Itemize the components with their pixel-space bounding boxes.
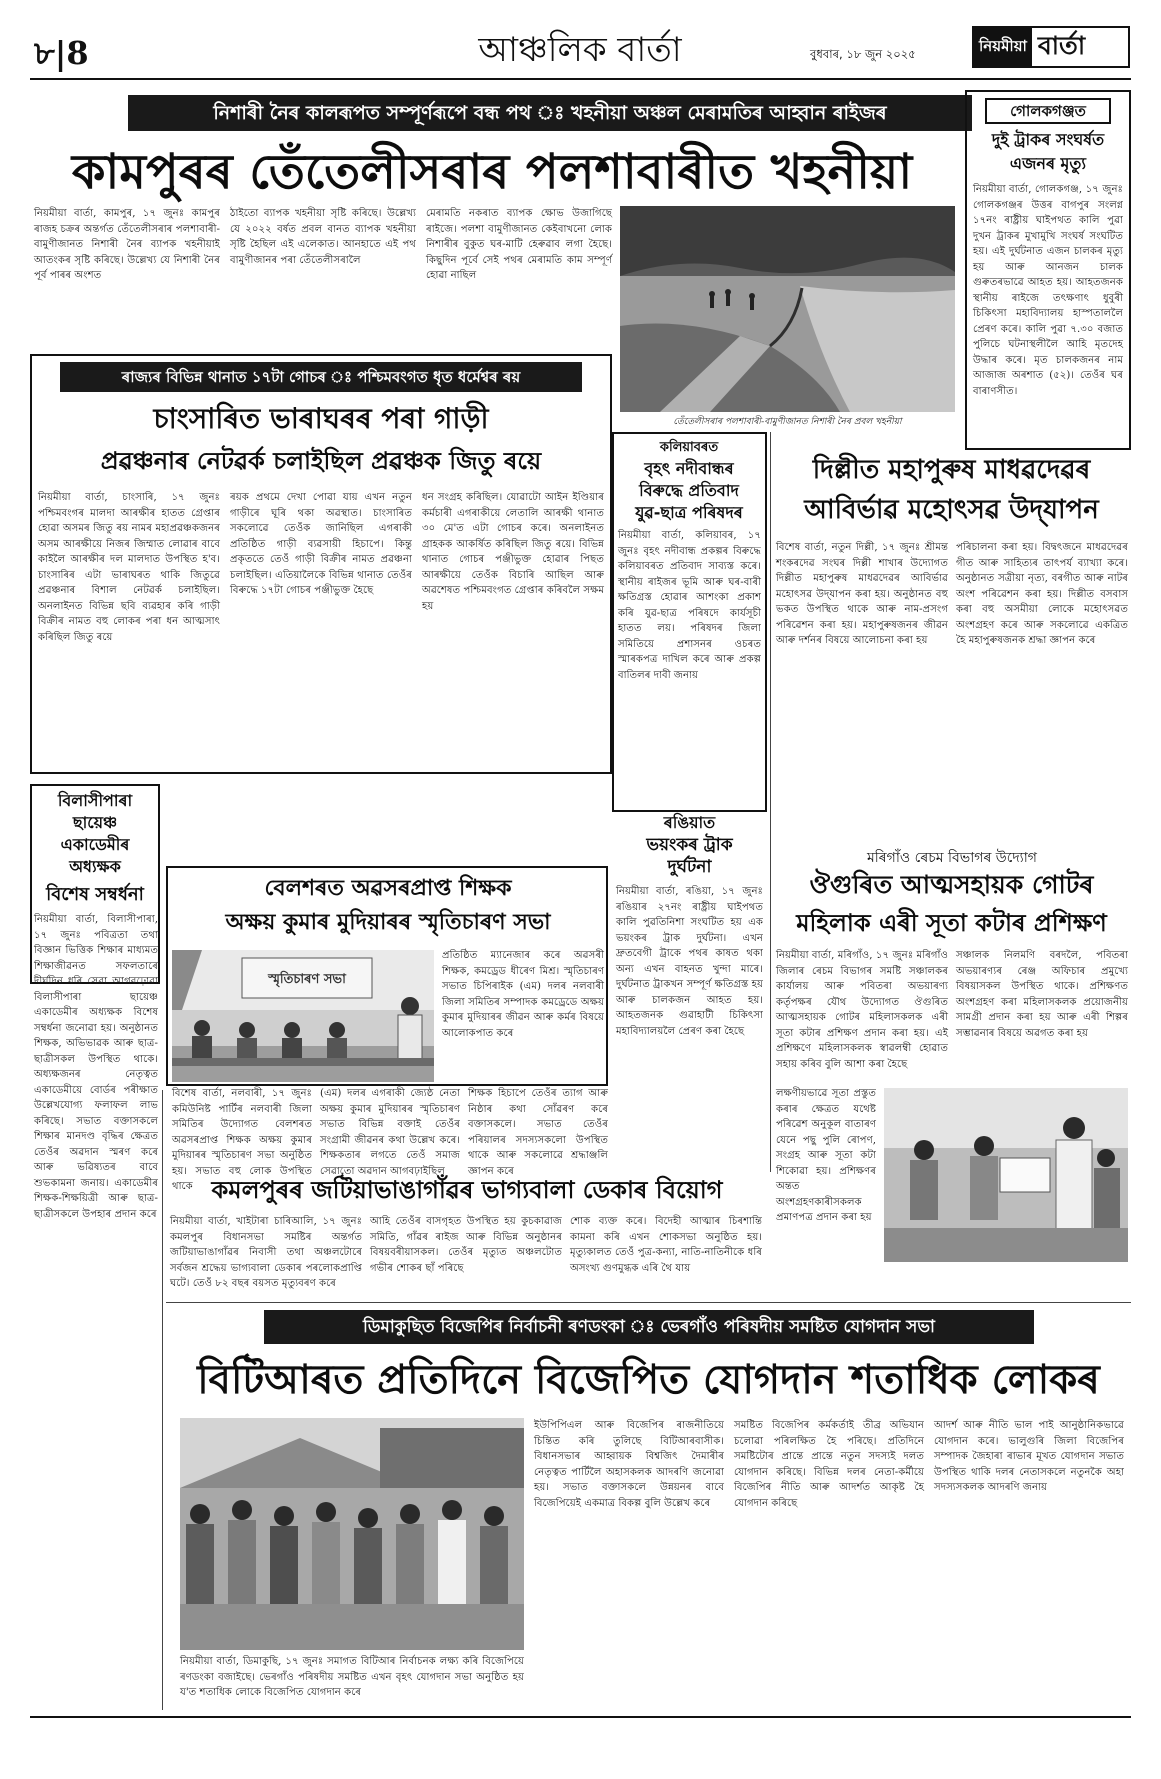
lead-headline: কামপুৰৰ তেঁতেলীসৰাৰ পলশাবাৰীত খহনীয়া xyxy=(71,144,913,200)
golakganj-body: নিয়মীয়া বাৰ্তা, গোলকগঞ্জ, ১৭ জুনঃ গোলকগঞ্জৰ উত্তৰ বাগপুৰ সংলগ্ন ১৭নং ৰাষ্ট্ৰীয় ঘাইপথত কালি পুৱা দুখন ট্ৰাকৰ মুখামুখি সংঘৰ্ষ সংঘটিত হয়। এই দুৰ্ঘটনাত এজন চালকৰ মৃত্যু হয় আৰু আনজন চালক গুৰুতৰভাৱে আহত হয়। আহতজনক স্থানীয় ৰাইজে তৎক্ষণাৎ ধুবুৰী চিকিৎসা মহাবিদ্যালয় হাস্পতাললৈ প্ৰেৰণ কৰে। কালি পুৱা ৭.৩০ বজাত পুলিচে ঘটনাস্থলীলৈ আহি মৃতদেহ উদ্ধাৰ কৰে। মৃত চালকজনৰ নাম আজাজ অৰশাত (৫২)। তেওঁৰ ঘৰ বাৰাণসীত। xyxy=(973,184,1123,397)
morigaon-photo-training xyxy=(884,1088,1128,1262)
golakganj-headline-2: এজনৰ মৃত্যু xyxy=(1009,154,1087,173)
masthead-logo xyxy=(972,26,1130,68)
bilasipara-kicker-2: ছায়েঞ্চ xyxy=(72,813,118,832)
morigaon-kicker: মৰিগাঁও ৰেচম বিভাগৰ উদ্যোগ xyxy=(867,850,1037,866)
kaliabor-kicker-1: কলিয়াবৰত xyxy=(659,440,719,455)
bjp-col-4: আদৰ্শ আৰু নীতি ভাল পাই আনুষ্ঠানিকভাৱে যোগদান কৰে। ভালুগুৰি জিলা বিজেপিৰ সম্পাদক জৈহাৰা ৰাভাৰ মূখত যোগদান সভাত উপস্থিত থাকি দলৰ নেতাসকলে নতুনকৈ অহা সদস্যসকলক আদৰণি জনায় xyxy=(934,1420,1124,1493)
kamalpur-headline: কমলপুৰৰ জটিয়াভাঙাগাঁৱৰ ভাগ্যবালা ডেকাৰ বিয়োগ xyxy=(211,1176,723,1204)
page-header xyxy=(30,22,1131,76)
morigaon-col-1: নিয়মীয়া বাৰ্তা, মৰিগাঁও, ১৭ জুনঃ মৰিগাঁও জিলাৰ ৰেচম বিভাগৰ সমষ্টি সঞ্চালকৰ কাৰ্যালয় আৰু পবিতৰা অভয়াৰণ্য কৰ্তৃপক্ষৰ যৌথ উদ্যোগত ঔগুৰিত আত্মসহায়ক গোটৰ মহিলাসকলক এৰী সূতা কটাৰ প্ৰশিক্ষণ প্ৰদান কৰা হয়। এই প্ৰশিক্ষণে মহিলাসকলক স্বাৱলম্বী হোৱাত সহায় কৰিব বুলি আশা কৰা হৈছে xyxy=(776,950,948,1070)
lead-col-2: ঠাইতো ব্যাপক খহনীয়া সৃষ্টি কৰিছে। উল্লেখ্য যে ২০২২ বৰ্ষত প্ৰবল বানত ব্যাপক খহনীয়া সৃষ্টি হৈছিল এই এলেকাত। আনহাতে এই পথ বামুণীজানৰ পৰা তেঁতেলীসৰালৈ xyxy=(230,208,416,266)
kamalpur-col-2: আহি তেওঁৰ বাসগৃহত উপস্থিত হয় কুচকাৱাজ সমিতি, গাঁৱৰ ৰাইজ আৰু বিভিন্ন অনুষ্ঠানৰ বিষয়বৰীয়াসকল। তেওঁৰ মৃত্যুত অঞ্চলটোত গভীৰ শোকৰ ছাঁ পৰিছে xyxy=(370,1216,562,1274)
madhav-col-2: পৰিচালনা কৰা হয়। বিদ্বৎজনে মাধৱদেৱৰ গীত আৰু সাহিত্যৰ তাৎপৰ্য ব্যাখ্যা কৰে। অনুষ্ঠানত সত্ৰীয়া নৃত্য, বৰগীত আৰু নাটৰ অংশ পৰিৱেশন কৰা হয়। দিল্লীত বসবাস কৰা বহু অসমীয়া লোকে মহোৎসৱত অংশগ্ৰহণ কৰে আৰু সকলোৱে একত্ৰিত হৈ মহাপুৰুষজনক শ্ৰদ্ধা জ্ঞাপন কৰে xyxy=(956,542,1128,646)
bjp-photo-rally xyxy=(180,1418,524,1650)
belsor-col-1: প্ৰতিষ্ঠিত ম্যানেজাৰ কৰে অৱসৰী শিক্ষক, কমড্ৰেড ধীৰেণ মিশ্ৰ। স্মৃতিচাৰণ সভাত চিপিৰাইক (এম) দলৰ নলবাৰী জিলা সমিতিৰ সম্পাদক কমড্ৰেডে অক্ষয় কুমাৰ মুদিয়াৰৰ জীৱন আৰু কৰ্মৰ বিষয়ে আলোকপাত কৰে xyxy=(442,950,604,1039)
golakganj-headline-1: দুই ট্ৰাকৰ সংঘৰ্ষত xyxy=(991,130,1105,149)
col-rule-2 xyxy=(162,1090,163,1710)
page-number: ৮|8 xyxy=(34,34,89,72)
belsor-col-3: (এম) দলৰ এগৰাকী জ্যেষ্ঠ নেতা অক্ষয় কুমাৰ মুদিয়াৰৰ স্মৃতিচাৰণ সভাত বিভিন্ন বক্তাই তেওঁৰ সংগ্ৰামী জীৱনৰ কথা উল্লেখ কৰে। শিক্ষকতাৰ লগতে তেওঁ সমাজ সেৱাতো অৱদান আগবঢ়াইছিল xyxy=(320,1088,460,1177)
kamalpur-col-3: শোক ব্যক্ত কৰে। বিদেহী আত্মাৰ চিৰশান্তি কামনা কৰি এখন শোকসভা অনুষ্ঠিত হয়। মৃত্যুকালত তেওঁ পুত্ৰ-কন্যা, নাতি-নাতিনীকে ধৰি অসংখ্য গুণমুগ্ধক এৰি থৈ যায় xyxy=(570,1216,762,1274)
changsari-headline-1: চাংসাৰিত ভাৰাঘৰৰ পৰা গাড়ী xyxy=(153,402,489,435)
rangia-headline-1: ৰঙিয়াত xyxy=(663,813,716,832)
bilasipara-kicker-1: বিলাসীপাৰা xyxy=(57,791,133,810)
morigaon-headline-1: ঔগুৰিত আত্মসহায়ক গোটৰ xyxy=(809,870,1094,899)
lead-banner: নিশাৰী নৈৰ কালৰূপত সম্পূৰ্ণৰূপে বন্ধ পথ ঃ খহনীয়া অঞ্চল মেৰামতিৰ আহ্বান ৰাইজৰ xyxy=(128,95,972,131)
section-title: আঞ্চলিক বাৰ্তা xyxy=(478,30,682,70)
bilasipara-kicker-3: একাডেমীৰ xyxy=(60,835,130,854)
morigaon-col-2: সঞ্চালক নিলমণি বৰদলৈ, পবিতৰা অভয়াৰণ্যৰ ৰেঞ্জ অফিচাৰ প্ৰমুখ্যে বিষয়াসকল উপস্থিত থাকে। প্ৰশিক্ষণত অংশগ্ৰহণ কৰা মহিলাসকলক প্ৰয়োজনীয় সামগ্ৰী প্ৰদান কৰা হয় আৰু এৰী শিল্পৰ সম্ভাৱনাৰ বিষয়ে অৱগত কৰা হয় xyxy=(956,950,1128,1039)
belsor-headline-1: বেলশৰত অৱসৰপ্ৰাপ্ত শিক্ষক xyxy=(264,876,512,901)
changsari-headline-2: প্ৰৱঞ্চনাৰ নেটৱৰ্ক চলাইছিল প্ৰৱঞ্চক জিতু ৰয়ে xyxy=(100,447,542,475)
masthead-logo-part1: নিয়মীয়া xyxy=(974,28,1032,66)
bilasipara-kicker-4: অধ্যক্ষক xyxy=(69,857,121,876)
belsor-headline-2: অক্ষয় কুমাৰ মুদিয়াৰৰ স্মৃতিচাৰণ সভা xyxy=(225,910,551,935)
rangia-headline-3: দুৰ্ঘটনা xyxy=(667,857,712,877)
col-rule-1 xyxy=(770,432,771,1172)
bjp-banner: ডিমাকুছিত বিজেপিৰ নিৰ্বাচনী ৰণডংকা ঃ ভেৰগাঁও পৰিষদীয় সমষ্টিত যোগদান সভা xyxy=(264,1310,1034,1344)
kaliabor-kicker-2: বৃহৎ নদীবান্ধৰ xyxy=(644,459,734,478)
bilasipara-headline: বিশেষ সম্বৰ্ধনা xyxy=(46,884,144,905)
rangia-body: নিয়মীয়া বাৰ্তা, ৰঙিয়া, ১৭ জুনঃ ৰঙিয়াৰ ২৭নং ৰাষ্ট্ৰীয় ঘাইপথত কালি পুৱতিনিশা সংঘটিত হয় এক ভয়ংকৰ ট্ৰাক দুৰ্ঘটনা। এখন দ্ৰুতবেগী ট্ৰাকে পথৰ কাষত থকা অন্য এখন বাহনত খুন্দা মাৰে। দুৰ্ঘটনাত ট্ৰাকখন সম্পূৰ্ণ ক্ষতিগ্ৰস্ত হয় আৰু চালকজন আহত হয়। আহতজনক গুৱাহাটী চিকিৎসা মহাবিদ্যালয়লৈ প্ৰেৰণ কৰা হৈছে xyxy=(616,886,763,1037)
lead-col-1: নিয়মীয়া বাৰ্তা, কামপুৰ, ১৭ জুনঃ কামপুৰ ৰাজহ চক্ৰৰ অন্তৰ্গত তেঁতেলীসৰাৰ পলশাবাৰী-বামুণীজানত নিশাৰী নৈৰ ব্যাপক খহনীয়াই আতংকৰ সৃষ্টি কৰিছে। উল্লেখ্য যে নিশাৰী নৈৰ পূৰ্ব পাৰৰ অংশত xyxy=(34,208,220,281)
madhav-headline-2: আবিৰ্ভাৱ মহোৎসৱ উদ্‌যাপন xyxy=(804,495,1099,525)
footer-rule xyxy=(30,1716,1131,1718)
bjp-headline: বিটিআৰত প্ৰতিদিনে বিজেপিত যোগদান শতাধিক লোকৰ xyxy=(197,1357,1100,1403)
kamalpur-col-1: নিয়মীয়া বাৰ্তা, খাইটাৰা চাৰিআলি, ১৭ জুনঃ কমলপুৰ বিধানসভা সমষ্টিৰ অন্তৰ্গত জটিয়াভাঙাগাঁৱৰ নিবাসী তথা অঞ্চলটোৰে সৰ্বজন শ্ৰদ্ধেয় ভাগ্যবালা ডেকাৰ পৰলোকপ্ৰাপ্তি ঘটে। তেওঁ ৮২ বছৰ বয়সত মৃত্যুবৰণ কৰে xyxy=(170,1216,362,1289)
golakganj-kicker: গোলকগঞ্জত xyxy=(985,98,1111,124)
lead-col-3: মেৰামতি নকৰাত ব্যাপক ক্ষোভ উজাগিছে ৰাইজে। পলশা বামুণীজানত কেইবাখনো লোক নিশাৰীৰ বুকুত ঘৰ-মাটি হেৰুৱাব লগা হৈছে। কিছুদিন পূৰ্বে সেই পথৰ মেৰামতি কাম সম্পূৰ্ণ হোৱা নাছিল xyxy=(426,208,612,281)
belsor-col-2-lead: বিশেষ বাৰ্তা, নলবাৰী, ১৭ জুনঃ কমিউনিষ্ট পাৰ্টিৰ নলবাৰী জিলা সমিতিৰ উদ্যোগত বেলশৰত অৱসৰপ্ৰাপ্ত শিক্ষক অক্ষয় কুমাৰ মুদিয়াৰৰ স্মৃতিচাৰণ সভা অনুষ্ঠিত হয়। সভাত বহু লোক উপস্থিত থাকে xyxy=(172,1088,312,1192)
changsari-col-3: ধন সংগ্ৰহ কৰিছিল। যোৱাটো আইন ইণ্ডিয়াৰ কৰ্মচাৰী এগৰাকীয়ে লেতালি আৰক্ষী থানাত ৩০ মে'ত এটা গোচৰ কৰে। অনলাইনত গ্ৰাহকক আকৰ্ষিত কৰিছিল জিতু ৰয়ে। বিভিন্ন থানাত গোচৰ পঞ্জীভুক্ত হোৱাৰ পিছত আৰক্ষীয়ে তেওঁক বিচাৰি আছিল আৰু অৱশেষত পশ্চিমবংগত গ্ৰেপ্তাৰ কৰিবলৈ সক্ষম হয় xyxy=(422,492,604,612)
morigaon-headline-2: মহিলাক এৰী সূতা কটাৰ প্ৰশিক্ষণ xyxy=(796,909,1107,937)
kaliabor-body: নিয়মীয়া বাৰ্তা, কলিয়াবৰ, ১৭ জুনঃ বৃহৎ নদীবান্ধ প্ৰকল্পৰ বিৰুদ্ধে কলিয়াবৰত প্ৰতিবাদ সাব্যস্ত কৰে। স্থানীয় ৰাইজৰ ভূমি আৰু ঘৰ-বাৰী ক্ষতিগ্ৰস্ত হোৱাৰ আশংকা প্ৰকাশ কৰি যুৱ-ছাত্ৰ পৰিষদে কাৰ্যসূচী হাতত লয়। পৰিষদৰ জিলা সমিতিয়ে প্ৰশাসনৰ ওচৰত স্মাৰকপত্ৰ দাখিল কৰে আৰু প্ৰকল্প বাতিলৰ দাবী জনায় xyxy=(618,530,761,681)
lead-photo-caption: তেঁতেলীসৰাৰ পলশাবাৰী-বামুণীজানত নিশাৰী নৈৰ প্ৰবল খহনীয়া xyxy=(673,417,902,427)
bjp-col-3: সমষ্টিত বিজেপিৰ কৰ্মকৰ্তাই তীব্ৰ অভিযান চলোৱা পৰিলক্ষিত হৈ পৰিছে। প্ৰতিদিনে সমষ্টিটোৰ প্ৰান্তে প্ৰান্তে নতুন সদস্যই দলত যোগদান কৰিছে। বিভিন্ন দলৰ নেতা-কৰ্মীয়ে বিজেপিৰ নীতি আৰু আদৰ্শত আকৃষ্ট হৈ যোগদান কৰিছে xyxy=(734,1420,924,1509)
belsor-col-4: শিক্ষক হিচাপে তেওঁৰ ত্যাগ আৰু নিষ্ঠাৰ কথা সোঁৱৰণ কৰে বক্তাসকলে। সভাত তেওঁৰ পৰিয়ালৰ সদস্যসকলো উপস্থিত থাকে আৰু সকলোৱে শ্ৰদ্ধাঞ্জলি জ্ঞাপন কৰে xyxy=(468,1088,608,1177)
kaliabor-kicker-3: বিৰুদ্ধে প্ৰতিবাদ xyxy=(639,481,739,500)
bjp-col-2: ইউপিপিএল আৰু বিজেপিৰ ৰাজনীতিয়ে চিন্তিত কৰি তুলিছে বিটিআৰবাসীক। বিধানসভাৰ আহ্বায়ক বিশ্বজিৎ দৈমাৰীৰ নেতৃত্বত পাৰ্টিলৈ অহাসকলক আদৰণি জনোৱা হয়। সভাত বক্তাসকলে উন্নয়নৰ বাবে বিজেপিয়েই একমাত্ৰ বিকল্প বুলি উল্লেখ কৰে xyxy=(534,1420,724,1509)
lead-photo-riverbank-erosion xyxy=(620,206,955,412)
header-rule xyxy=(30,78,1131,80)
bilasipara-body: নিয়মীয়া বাৰ্তা, বিলাসীপাৰা, ১৭ জুনঃ পবিত্ৰতা তথা বিজ্ঞান ভিত্তিক শিক্ষাৰ মাধ্যমত শিক্ষাজীৱনত সফলতাৰে দীৰ্ঘদিন ধৰি সেৱা আগবঢ়োৱা বিলাসীপাৰা ছায়েঞ্চ একাডেমীৰ অধ্যক্ষক বিশেষ সম্বৰ্ধনা জনোৱা হয়। অনুষ্ঠানত শিক্ষক, অভিভাৱক আৰু ছাত্ৰ-ছাত্ৰীসকল উপস্থিত থাকে। অধ্যক্ষজনৰ নেতৃত্বত একাডেমীয়ে বোৰ্ডৰ পৰীক্ষাত উল্লেখযোগ্য ফলাফল লাভ কৰিছে। সভাত বক্তাসকলে শিক্ষাৰ মানদণ্ড বৃদ্ধিৰ ক্ষেত্ৰত তেওঁৰ অৱদান স্মৰণ কৰে আৰু ভৱিষ্যতৰ বাবে শুভকামনা জনায়। একাডেমীৰ শিক্ষক-শিক্ষয়িত্ৰী আৰু ছাত্ৰ-ছাত্ৰীসকলে উপহাৰ প্ৰদান কৰে xyxy=(34,914,158,1220)
kaliabor-kicker-4: যুৱ-ছাত্ৰ পৰিষদৰ xyxy=(635,503,743,522)
bjp-col-1: নিয়মীয়া বাৰ্তা, ডিমাকুছি, ১৭ জুনঃ সমাগত বিটিআৰ নিৰ্বাচনক লক্ষ্য কৰি বিজেপিয়ে ৰণডংকা বজাইছে। ভেৰগাঁও পৰিষদীয় সমষ্টিত এখন বৃহৎ যোগদান সভা অনুষ্ঠিত হয় য'ত শতাধিক লোকে বিজেপিত যোগদান কৰে xyxy=(180,1656,524,1698)
belsor-photo-banner-text: স্মৃতিচাৰণ সভা xyxy=(268,972,346,987)
changsari-kicker: ৰাজ্যৰ বিভিন্ন থানাত ১৭টা গোচৰ ঃ পশ্চিমবংগত ধৃত ধৰ্মেশ্বৰ ৰয় xyxy=(60,362,582,392)
changsari-col-1: নিয়মীয়া বাৰ্তা, চাংসাৰি, ১৭ জুনঃ পশ্চিমবংগৰ মালদা আৰক্ষীৰ হাতত গ্ৰেপ্তাৰ হোৱা অসমৰ জিতু ৰয় নামৰ মহাপ্ৰৱঞ্চকজনৰ অসম আৰক্ষীয়ে নিজৰ জিম্মাত লোৱাৰ বাবে কাইলৈ আৰক্ষীৰ দল মালদাত উপস্থিত হ'ব। চাংসাৰিৰ এটা ভাৰাঘৰত থাকি জিতুৱে প্ৰৱঞ্চনাৰ বিশাল নেটৱৰ্ক চলাইছিল। অনলাইনত বিভিন্ন ছবি ব্যৱহাৰ কৰি গাড়ী বিক্ৰীৰ নামত বহু লোকৰ পৰা ধন আত্মসাৎ কৰিছিল জিতু ৰয়ে xyxy=(38,492,220,643)
rangia-headline-2: ভয়ংকৰ ট্ৰাক xyxy=(646,835,733,855)
madhav-col-1: বিশেষ বাৰ্তা, নতুন দিল্লী, ১৭ জুনঃ শ্ৰীমন্ত শংকৰদেৱ সংঘৰ দিল্লী শাখাৰ উদ্যোগত দিল্লীত মহাপুৰুষ মাধৱদেৱৰ আবিৰ্ভাৱ মহোৎসৱ উদ্‌যাপন কৰা হয়। অনুষ্ঠানত বহু ভকত উপস্থিত থাকে আৰু নাম-প্ৰসংগ পৰিৱেশন কৰা হয়। মহাপুৰুষজনৰ জীৱন আৰু দৰ্শনৰ বিষয়ে আলোচনা কৰা হয় xyxy=(776,542,948,646)
morigaon-col-3: লক্ষণীয়ভাৱে সূতা প্ৰস্তুত কৰাৰ ক্ষেত্ৰত যথেষ্ট পৰিৱেশ অনুকূল বাতাৰণ যেনে পছু পুলি ৰোপণ, সংগ্ৰহ আৰু সূতা কটা শিকোৱা হয়। প্ৰশিক্ষণৰ অন্তত অংশগ্ৰহণকাৰীসকলক প্ৰমাণপত্ৰ প্ৰদান কৰা হয় xyxy=(776,1088,876,1223)
issue-date: বুধবাৰ, ১৮ জুন ২০২৫ xyxy=(810,47,916,61)
madhav-headline-1: দিল্লীত মহাপুৰুষ মাধৱদেৱৰ xyxy=(812,455,1091,485)
bjp-top-rule xyxy=(166,1302,1131,1303)
changsari-col-2: ৰয়ক প্ৰথমে দেখা পোৱা যায় এখন নতুন গাড়ীৰে ঘূৰি থকা অৱস্থাত। চাংসাৰিত সকলোৱে তেওঁক জানিছিল এগৰাকী প্ৰতিষ্ঠিত গাড়ী ব্যৱসায়ী হিচাপে। কিন্তু প্ৰকৃততে তেওঁ গাড়ী বিক্ৰীৰ নামত প্ৰৱঞ্চনা চলাইছিল। এতিয়ালৈকে বিভিন্ন থানাত তেওঁৰ বিৰুদ্ধে ১৭টা গোচৰ পঞ্জীভুক্ত হৈছে xyxy=(230,492,412,596)
masthead-logo-part2: বাৰ্তা xyxy=(1037,30,1086,60)
